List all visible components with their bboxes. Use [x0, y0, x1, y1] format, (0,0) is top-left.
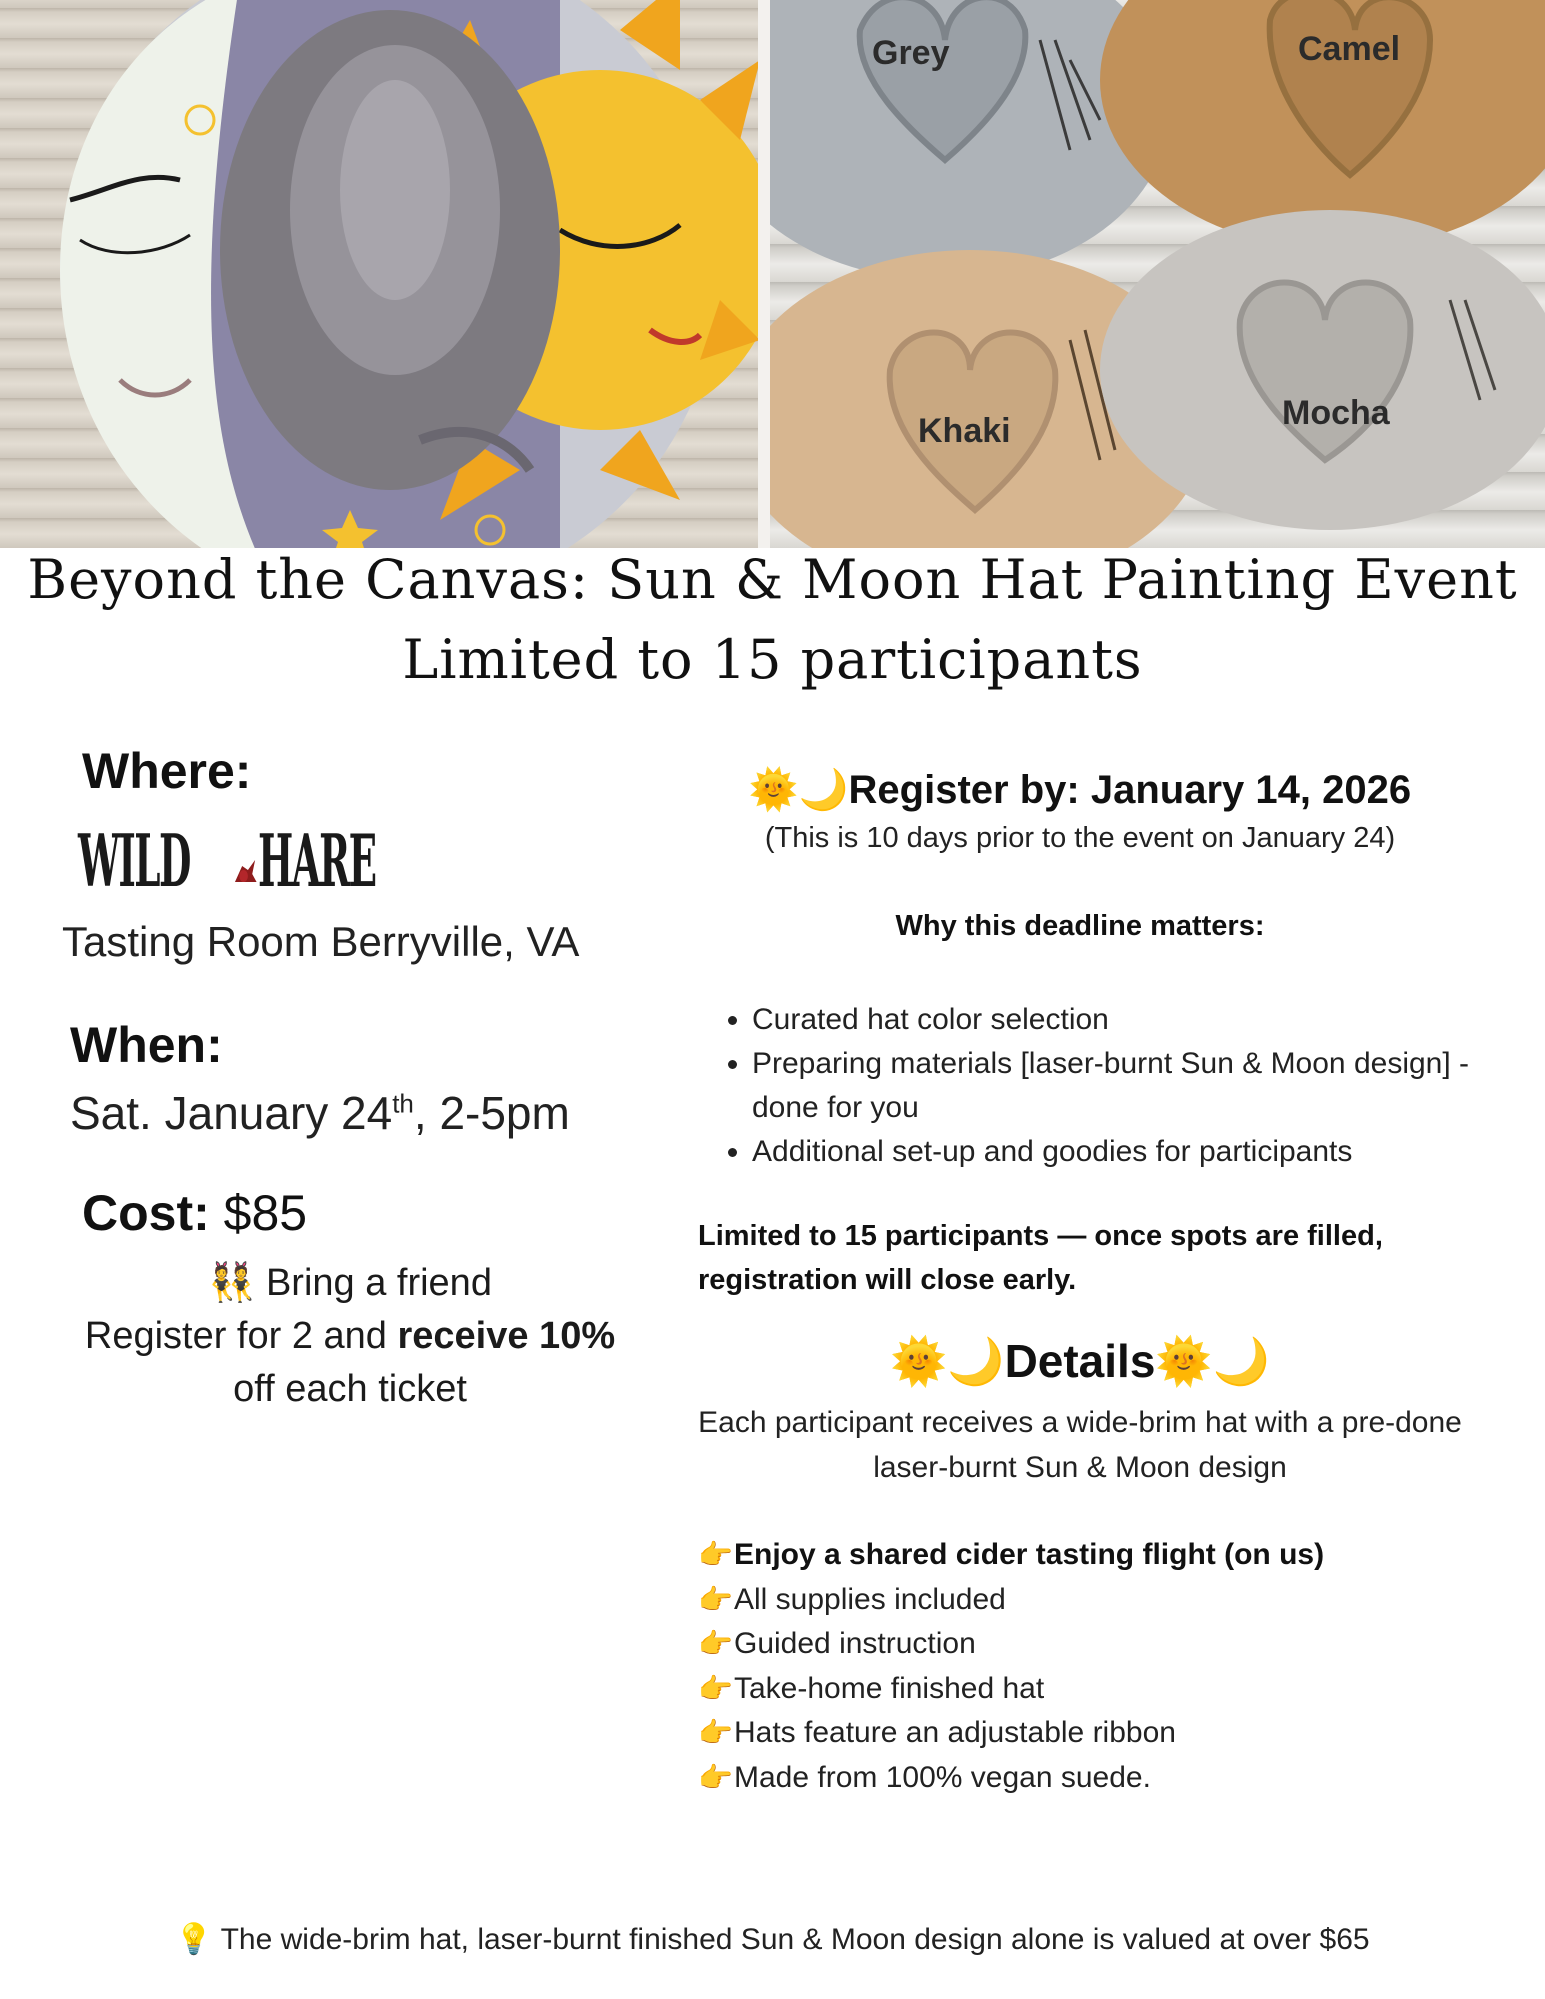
list-item	[698, 1711, 1478, 1756]
venue-text: Tasting Room Berryville, VA	[62, 918, 580, 965]
pointing-hand-icon: 👉	[698, 1672, 733, 1704]
cost-line	[82, 1184, 307, 1242]
perk-text: Guided instruction	[734, 1627, 976, 1660]
list-item	[698, 1756, 1478, 1801]
hat-label-camel: Camel	[1298, 30, 1401, 68]
register-by-heading	[690, 766, 1470, 813]
hat-colors-illustration	[770, 0, 1545, 548]
deadline-reasons-list	[718, 998, 1512, 1174]
logo-text-hare: HARE	[257, 817, 376, 903]
hat-label-grey: Grey	[872, 34, 950, 72]
event-title: Beyond the Canvas: Sun & Moon Hat Painting Event	[27, 548, 1518, 611]
when-heading: When:	[70, 1017, 223, 1073]
limited-spots-note: Limited to 15 participants — once spots are filled, registration will close early.	[698, 1220, 1383, 1296]
list-item: • Additional set-up and goodies for participants	[752, 1130, 1512, 1174]
perk-text: Enjoy a shared cider tasting flight (on us)	[734, 1538, 1325, 1571]
pointing-hand-icon: 👉	[698, 1761, 733, 1793]
list-item	[698, 1667, 1478, 1712]
list-item: • Preparing materials [laser-burnt Sun & Moon design] - done for you	[752, 1042, 1512, 1130]
hare-icon	[233, 856, 257, 886]
moon-icon: 🌙	[1212, 1334, 1270, 1388]
hat-label-mocha: Mocha	[1282, 394, 1390, 432]
details-description: Each participant receives a wide-brim hat with a pre-done laser-burnt Sun & Moon design	[698, 1406, 1462, 1484]
logo-text-wild: WILD	[78, 817, 190, 903]
why-deadline-heading: Why this deadline matters:	[895, 910, 1265, 942]
event-date-time: , 2-5pm	[413, 1087, 570, 1139]
sun-moon-hat-photo	[0, 0, 760, 548]
pointing-hand-icon: 👉	[698, 1717, 733, 1748]
moon-icon: 🌙	[947, 1334, 1005, 1388]
moon-icon: 🌙	[798, 767, 849, 813]
cost-label: Cost:	[82, 1185, 210, 1241]
participant-limit-title: Limited to 15 participants	[402, 628, 1143, 691]
perk-text: All supplies included	[734, 1582, 1006, 1616]
perk-text: Take-home finished hat	[734, 1671, 1045, 1705]
sun-icon: 🌞	[890, 1334, 948, 1388]
friend-line: Bring a friend	[265, 1262, 492, 1304]
hat-colors-photo	[770, 0, 1545, 548]
list-item	[698, 1622, 1478, 1667]
where-heading: Where:	[82, 743, 252, 799]
register-by-text: Register by: January 14, 2026	[848, 768, 1412, 812]
promo-suffix: off each ticket	[233, 1368, 467, 1410]
sun-moon-hat-illustration	[0, 0, 760, 548]
hero-images	[0, 0, 1545, 548]
details-heading	[690, 1334, 1470, 1389]
sun-icon: 🌞	[748, 767, 799, 813]
event-date	[70, 1086, 570, 1140]
lightbulb-icon: 💡	[175, 1922, 213, 1957]
hat-label-khaki: Khaki	[918, 412, 1011, 450]
perks-list	[698, 1533, 1478, 1800]
promo-discount: receive 10%	[397, 1315, 616, 1357]
promo-prefix: Register for 2 and	[84, 1315, 398, 1357]
pointing-hand-icon: 👉	[698, 1628, 733, 1659]
list-item: • Curated hat color selection	[752, 998, 1512, 1042]
register-note: (This is 10 days prior to the event on January 24)	[764, 822, 1396, 854]
event-date-ordinal: th	[392, 1088, 414, 1119]
list-item	[698, 1533, 1478, 1578]
friend-promo	[60, 1256, 640, 1416]
list-item	[698, 1578, 1478, 1623]
pointing-hand-icon: 👉	[698, 1539, 733, 1570]
cost-price: $85	[223, 1185, 308, 1241]
perk-text: Hats feature an adjustable ribbon	[734, 1716, 1176, 1749]
friends-icon: 👯	[208, 1260, 256, 1304]
pointing-hand-icon: 👉	[698, 1583, 733, 1615]
footer-text: The wide-brim hat, laser-burnt finished Sun & Moon design alone is valued at over $65	[220, 1923, 1370, 1956]
wild-hare-logo	[78, 815, 438, 905]
sun-icon: 🌞	[1155, 1334, 1213, 1388]
event-date-main: Sat. January 24	[70, 1087, 393, 1139]
details-heading-text: Details	[1004, 1335, 1156, 1387]
value-footer	[0, 1922, 1545, 1957]
perk-text: Made from 100% vegan suede.	[734, 1760, 1151, 1794]
